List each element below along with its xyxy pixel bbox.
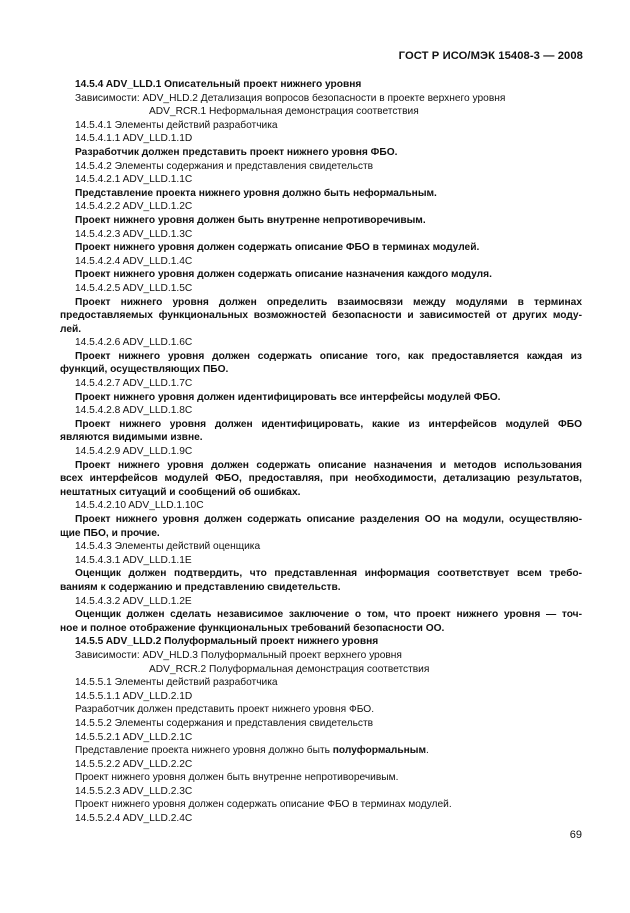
text-line-content: 14.5.4.3.2 ADV_LLD.1.2E [75, 595, 192, 607]
text-line [60, 282, 582, 296]
text-line-content: Разработчик должен представить проект нижнего уровня ФБО. [75, 146, 398, 158]
text-line-content: 14.5.4.2 Элементы содержания и представления свидетельств [75, 160, 374, 172]
text-line-content: Проект нижнего уровня должен содержать описание разделения ОО на модули, осуществляю- [75, 514, 582, 525]
text-line-content: Зависимости: ADV_HLD.2 Детализация вопросов безопасности в проекте верхнего уровня [75, 92, 506, 104]
text-line [60, 567, 582, 581]
document-body [60, 78, 582, 826]
text-line [60, 336, 582, 350]
text-line-content: Представление проекта нижнего уровня должно быть неформальным. [75, 187, 437, 199]
text-line [60, 350, 582, 364]
text-line-content: ADV_RCR.1 Неформальная демонстрация соответствия [149, 106, 419, 118]
text-line-content: щие ПБО, и прочие. [60, 527, 160, 539]
text-line-content: Проект нижнего уровня должен идентифицировать все интерфейсы модулей ФБО. [75, 391, 501, 403]
text-line [60, 595, 582, 609]
text-line [60, 105, 582, 119]
text-line-content: Оценщик должен подтвердить, что представленная информация соответствует всем требо- [75, 568, 582, 580]
text-line [60, 404, 582, 418]
text-line-content: 14.5.4.2.3 ADV_LLD.1.3C [75, 228, 193, 240]
text-line-content: Проект нижнего уровня должен содержать описание ФБО в терминах модулей. [75, 799, 452, 811]
text-line [60, 228, 582, 242]
text-line-content: предоставляемых функциональных возможностей безопасности и зависимостей от других моду- [60, 310, 582, 322]
text-line-content: 14.5.4.3 Элементы действий оценщика [75, 541, 261, 553]
text-line-tail: . [426, 745, 429, 757]
text-line-content: являются видимыми извне. [60, 432, 203, 444]
text-line [60, 635, 582, 649]
text-line [60, 255, 582, 269]
text-line-content: ADV_RCR.2 Полуформальная демонстрация соответствия [149, 663, 430, 675]
text-line-content: Оценщик должен сделать независимое заключение о том, что проект нижнего уровня — точ- [75, 609, 582, 621]
text-line [60, 309, 582, 323]
text-line [60, 785, 582, 799]
text-line [60, 296, 582, 310]
text-line [60, 622, 582, 636]
text-line-content: 14.5.5.2 Элементы содержания и представления свидетельств [75, 717, 374, 729]
text-line [60, 160, 582, 174]
text-line-content: лей. [60, 323, 82, 335]
text-line-content: нештатных ситуаций и сообщений об ошибках. [60, 486, 301, 498]
text-line-content: функций, осуществляющих ПБО. [60, 364, 229, 376]
text-line [60, 241, 582, 255]
text-line [60, 323, 582, 337]
text-line-content: 14.5.4.1 Элементы действий разработчика [75, 119, 278, 131]
text-line [60, 731, 582, 745]
text-line-content: ваниям к содержанию и представлению свидетельств. [60, 581, 341, 593]
text-line-content: Проект нижнего уровня должен содержать описание назначения каждого модуля. [75, 269, 492, 281]
text-line-content: 14.5.4.2.1 ADV_LLD.1.1C [75, 174, 193, 186]
text-line-content: 14.5.4.2.4 ADV_LLD.1.4C [75, 255, 193, 267]
text-line [60, 690, 582, 704]
page-number: 69 [569, 829, 582, 841]
text-line [60, 663, 582, 677]
text-line-content: Представление проекта нижнего уровня должно быть [75, 745, 333, 757]
text-line-content: 14.5.4 ADV_LLD.1 Описательный проект нижнего уровня [75, 79, 362, 90]
text-line-content: 14.5.4.1.1 ADV_LLD.1.1D [75, 133, 193, 145]
text-line [60, 214, 582, 228]
text-line [60, 119, 582, 133]
text-line [60, 391, 582, 405]
text-line [60, 363, 582, 377]
text-line [60, 132, 582, 146]
text-line-content: 14.5.4.2.10 ADV_LLD.1.10C [75, 500, 204, 512]
text-line-content: Проект нижнего уровня должен определить взаимосвязи между модулями в терминах [75, 296, 582, 308]
text-line [60, 92, 582, 106]
text-line-content: 14.5.4.2.6 ADV_LLD.1.6C [75, 337, 193, 349]
text-line [60, 377, 582, 391]
text-line-content: 14.5.5.2.3 ADV_LLD.2.3C [75, 785, 193, 797]
text-line-content: 14.5.5.2.2 ADV_LLD.2.2C [75, 758, 193, 770]
text-line-content: Проект нижнего уровня должен содержать описание ФБО в терминах модулей. [75, 242, 480, 254]
text-line-content: 14.5.4.2.7 ADV_LLD.1.7C [75, 378, 193, 390]
text-line [60, 499, 582, 513]
text-line-content: Проект нижнего уровня должен быть внутренне непротиворечивым. [75, 772, 399, 784]
text-line-content: 14.5.4.3.1 ADV_LLD.1.1E [75, 554, 192, 566]
text-line [60, 676, 582, 690]
text-line-content: Разработчик должен представить проект нижнего уровня ФБО. [75, 704, 375, 716]
text-line [60, 717, 582, 731]
text-line [60, 581, 582, 595]
text-line [60, 649, 582, 663]
text-line [60, 513, 582, 527]
text-line [60, 798, 582, 812]
text-line [60, 486, 582, 500]
text-line-content: 14.5.4.2.9 ADV_LLD.1.9C [75, 446, 193, 458]
text-line [60, 173, 582, 187]
text-line [60, 200, 582, 214]
text-line [60, 744, 582, 758]
text-line-content: Проект нижнего уровня должен содержать описание назначения и методов использования [75, 459, 582, 471]
page-header: ГОСТ Р ИСО/МЭК 15408-3 — 2008 [398, 50, 583, 62]
emphasized-term: полуформальным [332, 745, 427, 757]
text-line [60, 472, 582, 486]
text-line-content: 14.5.5.2.1 ADV_LLD.2.1C [75, 731, 193, 743]
text-line [60, 812, 582, 826]
text-line [60, 527, 582, 541]
text-line [60, 459, 582, 473]
text-line [60, 608, 582, 622]
text-line [60, 554, 582, 568]
text-line [60, 540, 582, 554]
text-line-content: 14.5.5.1.1 ADV_LLD.2.1D [75, 690, 193, 702]
text-line [60, 758, 582, 772]
text-line-content: Проект нижнего уровня должен идентифицировать, какие из интерфейсов модулей ФБО [75, 418, 582, 430]
text-line-content: 14.5.5.2.4 ADV_LLD.2.4C [75, 813, 193, 825]
text-line-content: Зависимости: ADV_HLD.3 Полуформальный проект верхнего уровня [75, 649, 402, 661]
text-line [60, 418, 582, 432]
text-line-content: 14.5.5.1 Элементы действий разработчика [75, 677, 278, 689]
text-line [60, 445, 582, 459]
text-line-content: 14.5.4.2.2 ADV_LLD.1.2C [75, 201, 193, 213]
text-line [60, 78, 582, 92]
text-line-content: 14.5.4.2.5 ADV_LLD.1.5C [75, 282, 193, 294]
text-line-content: ное и полное отображение функциональных требований безопасности ОО. [60, 622, 445, 634]
text-line [60, 771, 582, 785]
text-line-content: Проект нижнего уровня должен содержать описание того, как предоставляется каждая из [75, 350, 582, 362]
text-line-content: всех интерфейсов модулей ФБО, предоставляя, при необходимости, детализацию результатов, [60, 473, 582, 485]
text-line-content: 14.5.5 ADV_LLD.2 Полуформальный проект нижнего уровня [75, 636, 379, 648]
text-line-content: Проект нижнего уровня должен быть внутренне непротиворечивым. [75, 214, 426, 226]
text-line [60, 703, 582, 717]
text-line [60, 187, 582, 201]
text-line [60, 431, 582, 445]
text-line [60, 268, 582, 282]
text-line-content: 14.5.4.2.8 ADV_LLD.1.8C [75, 405, 193, 417]
text-line [60, 146, 582, 160]
